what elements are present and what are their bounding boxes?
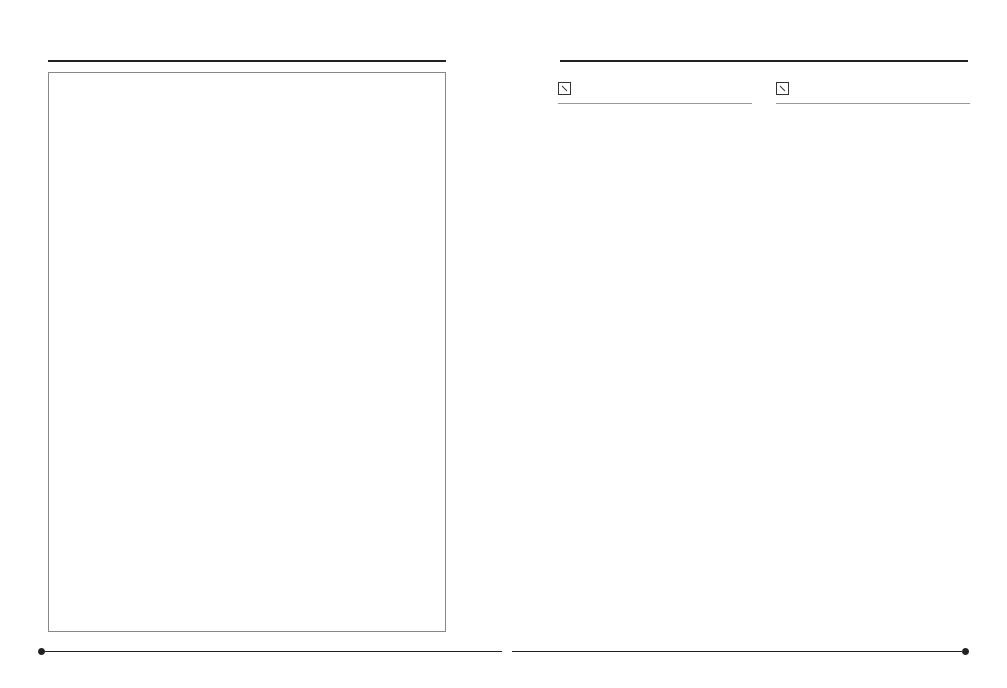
en-section-divider	[776, 103, 970, 104]
en-column	[776, 82, 970, 114]
footer-dot-right	[962, 648, 969, 655]
footer-line-right	[512, 651, 962, 652]
en-section-heading	[776, 82, 970, 95]
footer-line-left	[44, 651, 502, 652]
left-title-rule	[48, 60, 446, 62]
section-marker-icon	[558, 82, 571, 95]
right-title-rule	[560, 60, 968, 62]
section-marker-icon	[776, 82, 789, 95]
cn-section-divider	[558, 103, 752, 104]
parts-panel	[48, 72, 446, 632]
cn-section-heading	[558, 82, 752, 95]
cn-column	[558, 82, 752, 114]
